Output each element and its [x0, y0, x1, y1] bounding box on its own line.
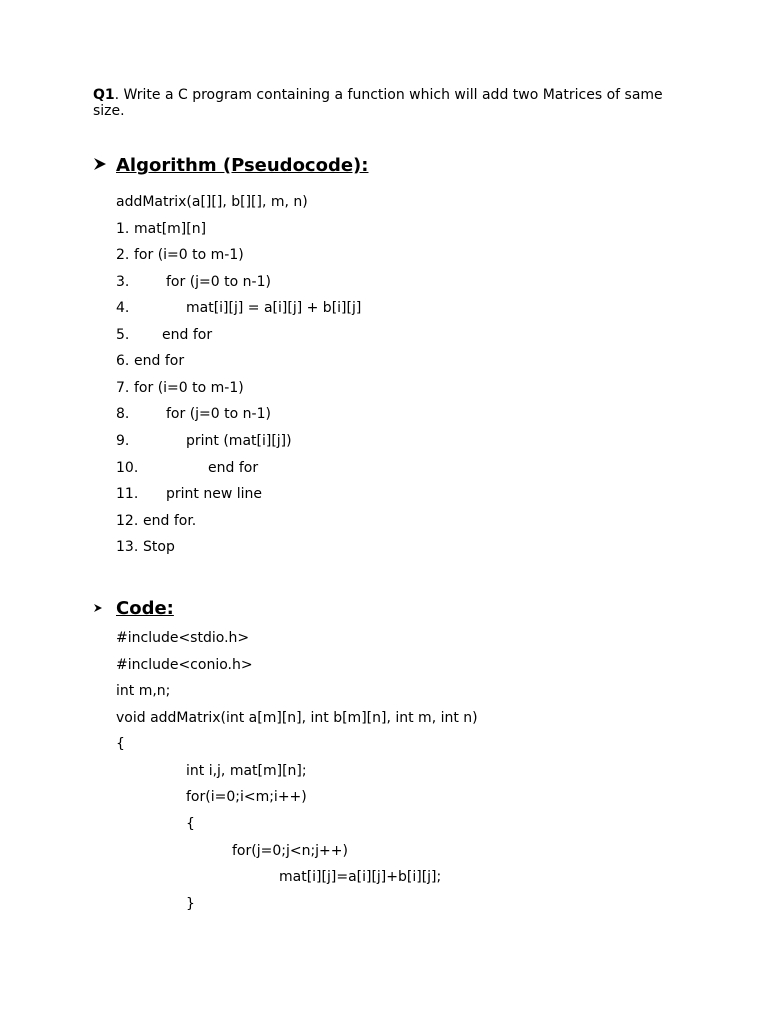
algorithm-step: 5. end for	[116, 327, 213, 343]
code-line: {	[186, 816, 195, 832]
algorithm-step: 6. end for	[116, 353, 185, 369]
algorithm-heading	[93, 155, 368, 176]
algorithm-step: 4. mat[i][j] = a[i][j] + b[i][j]	[116, 300, 362, 316]
question-body: . Write a C program containing a function which will add two Matrices of same size.	[93, 87, 663, 119]
code-line: {	[116, 736, 125, 752]
algorithm-signature: addMatrix(a[][], b[][], m, n)	[116, 194, 308, 210]
code-line: for(j=0;j<n;j++)	[232, 843, 348, 859]
algorithm-step: 3. for (j=0 to n-1)	[116, 274, 271, 290]
code-heading	[93, 598, 174, 619]
algorithm-step: 10. end for	[116, 460, 259, 476]
code-line: #include<conio.h>	[116, 657, 253, 673]
code-title: Code:	[116, 598, 174, 619]
algorithm-step: 13. Stop	[116, 539, 175, 555]
arrow-bullet-icon	[93, 601, 116, 617]
algorithm-title: Algorithm (Pseudocode):	[116, 155, 369, 176]
question-number: Q1	[93, 87, 115, 103]
arrow-bullet-icon	[93, 157, 116, 175]
algorithm-step: 12. end for.	[116, 513, 197, 529]
code-line: int m,n;	[116, 683, 171, 699]
code-line: void addMatrix(int a[m][n], int b[m][n], int m, int n)	[116, 710, 478, 726]
algorithm-step: 7. for (i=0 to m-1)	[116, 380, 244, 396]
code-line: mat[i][j]=a[i][j]+b[i][j];	[279, 869, 442, 885]
code-line: for(i=0;i<m;i++)	[186, 789, 307, 805]
code-line: #include<stdio.h>	[116, 630, 250, 646]
algorithm-step: 1. mat[m][n]	[116, 221, 207, 237]
algorithm-step: 9. print (mat[i][j])	[116, 433, 292, 449]
code-line: }	[186, 896, 195, 912]
code-line: int i,j, mat[m][n];	[186, 763, 307, 779]
algorithm-step: 8. for (j=0 to n-1)	[116, 406, 271, 422]
question-text	[93, 87, 683, 119]
algorithm-step: 2. for (i=0 to m-1)	[116, 247, 244, 263]
algorithm-step: 11. print new line	[116, 486, 262, 502]
